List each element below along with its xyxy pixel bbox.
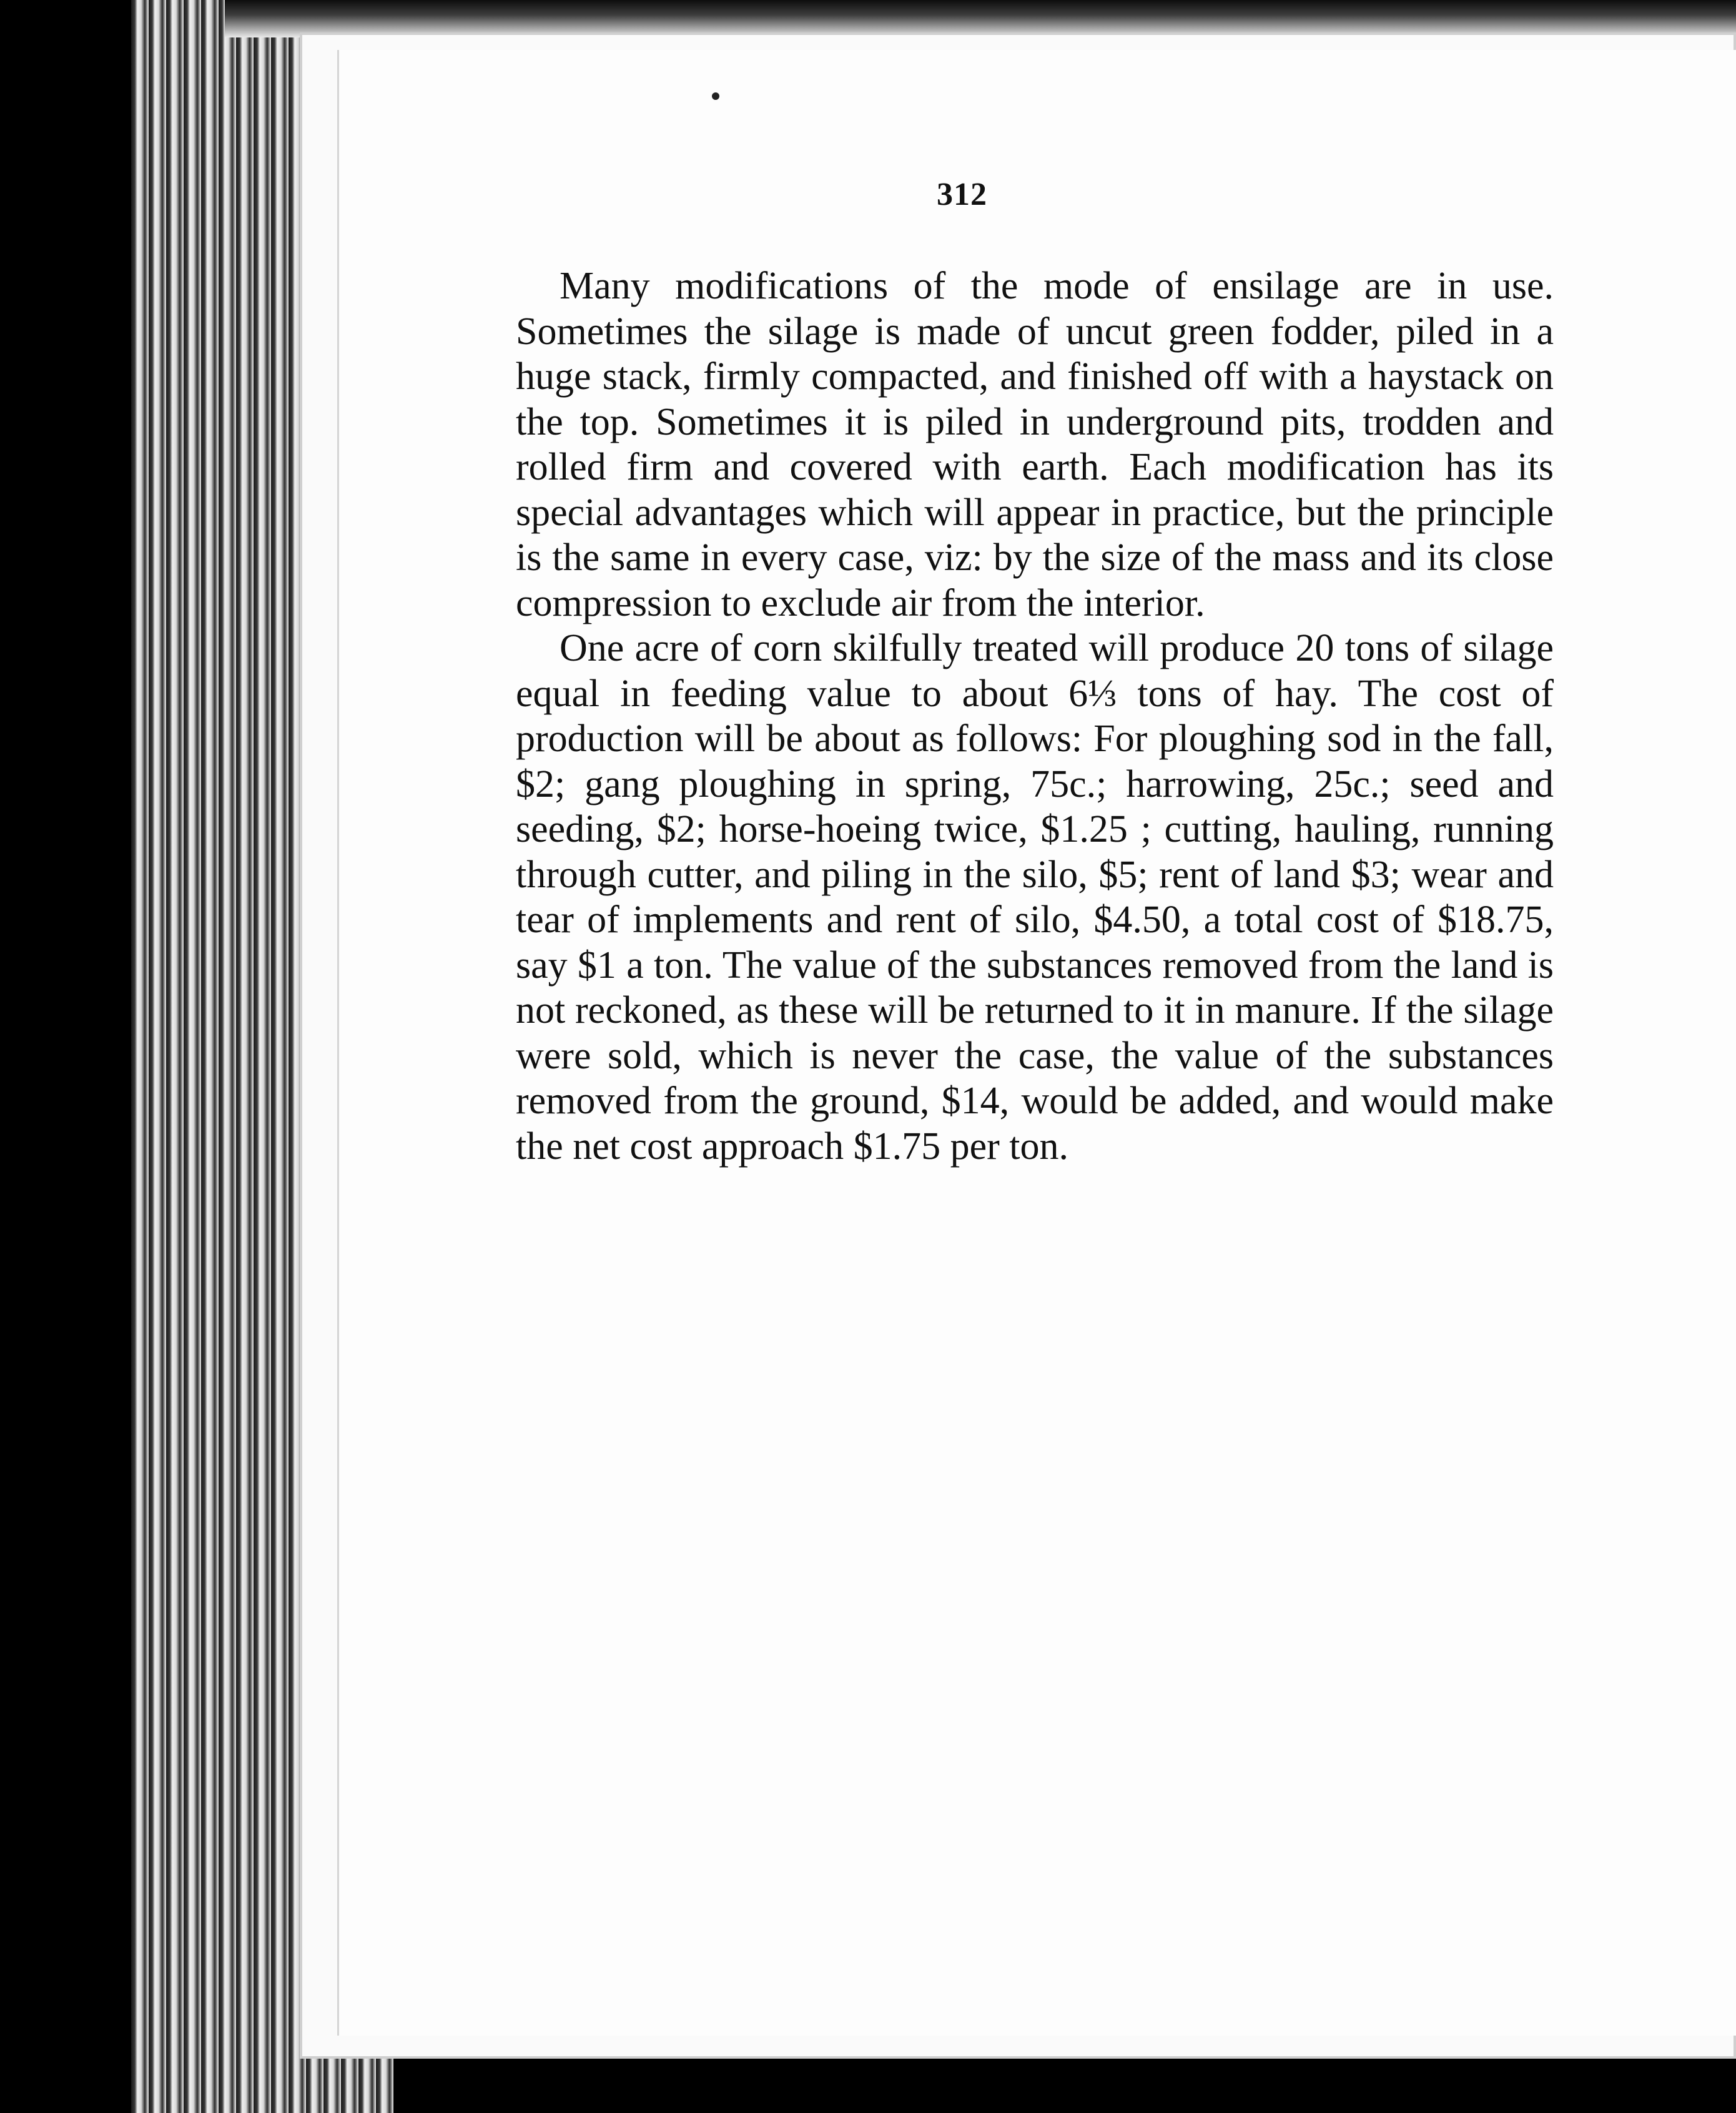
speck-mark xyxy=(712,92,719,100)
paragraph-cost-of-production: One acre of corn skilfully treated will produce 20 tons of silage equal in feeding value to about 6⅓ tons of hay. The cost of production will be about as follows: For ploughing sod in the fall, $2; gang ploughing in spring, 75c.; harrowing, 25c.; seed and seeding, $2; horse-hoeing twice, $1.25 ; cutting, hauling, running through cutter, and piling in the silo, $5; rent of land $3; wear and tear of implements and rent of silo, $4.50, a total cost of $18.75, say $1 a ton. The value of the substances removed from the land is not reckoned, as these will be returned to it in manure. If the silage were sold, which is never the case, the value of the substances removed from the ground, $14, would be added, and would make the net cost approach $1.75 per ton. xyxy=(516,627,1554,1168)
paragraph-ensilage-modifications: Many modifications of the mode of ensilage are in use. Sometimes the silage is made of uncut green fodder, piled in a huge stack, firmly compacted, and finished off with a haystack on the top. Sometimes it is piled in underground pits, trodden and rolled firm and covered with earth. Each modification has its special advantages which will appear in practice, but the principle is the same in every case, viz: by the size of the mass and its close compression to exclude air from the interior. xyxy=(516,265,1554,624)
book-top-edge xyxy=(225,0,1736,37)
page-number: 312 xyxy=(937,177,987,212)
body-text xyxy=(516,264,1554,1169)
